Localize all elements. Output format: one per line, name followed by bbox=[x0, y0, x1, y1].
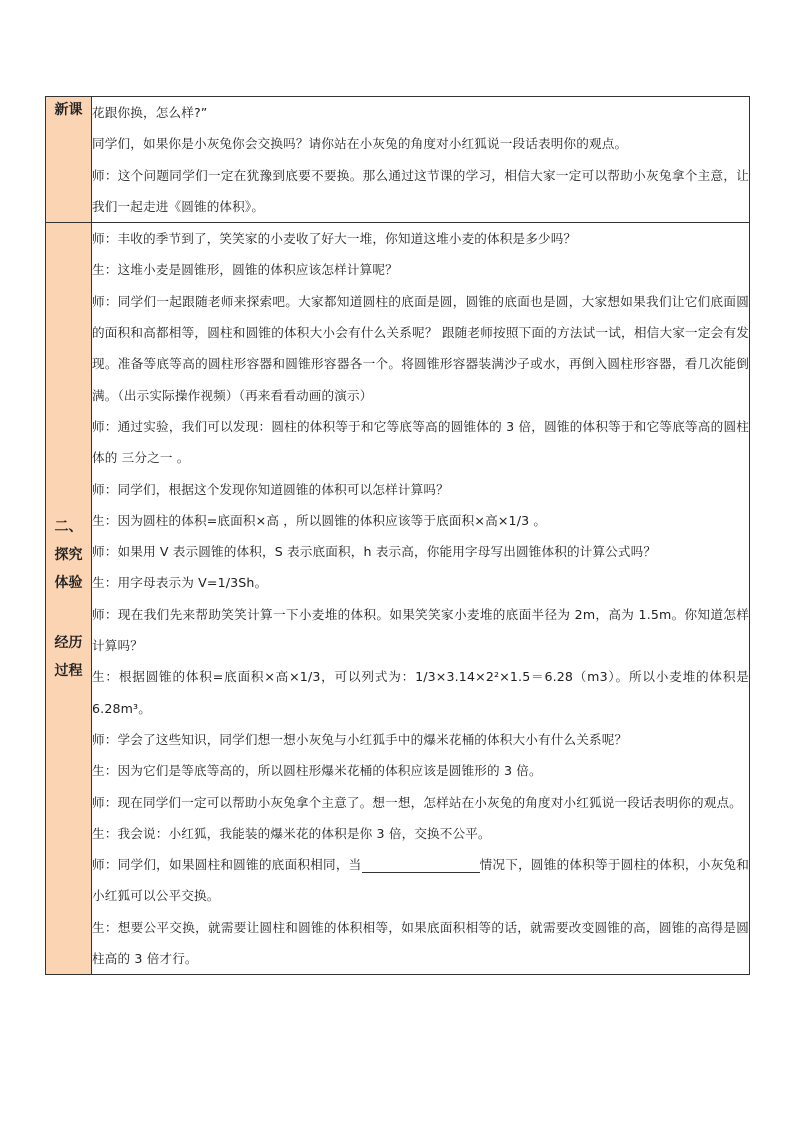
content-line: 同学们，如果你是小灰兔你会交换吗？请你站在小灰兔的角度对小红狐说一段话表明你的观点。 bbox=[92, 136, 628, 152]
content-line: 师：通过实验，我们可以发现：圆柱的体积等于和它等底等高的圆锥体的 3 倍，圆锥的体积等于和它等底等高的圆柱体的 三分之一 。 bbox=[92, 418, 749, 466]
content-line: 生：根据圆锥的体积=底面积×高×1/3，可以列式为：1/3×3.14×2²×1.5＝6.28（m3）。所以小麦堆的体积是 6.28m³。 bbox=[92, 669, 749, 716]
section-label-part: 体验 bbox=[54, 574, 83, 591]
section-label-part: 过程 bbox=[54, 662, 83, 679]
section-label-explore bbox=[46, 513, 91, 685]
section-label-part: 二、 bbox=[54, 518, 83, 535]
lesson-plan-table bbox=[45, 96, 750, 975]
content-line-with-blank bbox=[92, 849, 749, 912]
content-line: 师：同学们一起跟随老师来探索吧。大家都知道圆柱的底面是圆，圆锥的底面也是圆，大家想如果我们让它们底面圆的面积和高都相等，圆柱和圆锥的体积大小会有什么关系呢？ 跟随老师按照下面的方法试一试，相信大家一定会有发现。准备等底等高的圆柱形容器和圆锥形容器各一个。将圆锥形容器装满沙子或水，再倒入圆柱形容器，看几次能倒满。（出示实际操作视频）（再来看看动画的演示） bbox=[92, 293, 749, 403]
content-line: 师：丰收的季节到了，笑笑家的小麦收了好大一堆，你知道这堆小麦的体积是多少吗？ bbox=[92, 231, 577, 247]
section-content-cell bbox=[92, 97, 750, 223]
section-label-new-lesson: 新课 bbox=[54, 102, 83, 118]
content-line: 师：现在我们先来帮助笑笑计算一下小麦堆的体积。如果笑笑家小麦堆的底面半径为 2m，高为 1.5m。你知道怎样计算吗？ bbox=[92, 606, 749, 654]
content-line: 生：我会说：小红狐，我能装的爆米花的体积是你 3 倍，交换不公平。 bbox=[92, 825, 491, 841]
content-line: 师：这个问题同学们一定在犹豫到底要不要换。那么通过这节课的学习，相信大家一定可以帮助小灰兔拿个主意，让我们一起走进《圆锥的体积》。 bbox=[92, 167, 749, 214]
content-line: 师：学会了这些知识，同学们想一想小灰兔与小红狐手中的爆米花桶的体积大小有什么关系呢？ bbox=[92, 731, 628, 747]
content-line: 师：如果用 V 表示圆锥的体积，S 表示底面积，h 表示高，你能用字母写出圆锥体积的计算公式吗？ bbox=[92, 544, 657, 560]
section-content-cell bbox=[92, 223, 750, 975]
content-line: 生：这堆小麦是圆锥形，圆锥的体积应该怎样计算呢？ bbox=[92, 262, 398, 278]
content-line: 师：现在同学们一定可以帮助小灰兔拿个主意了。想一想，怎样站在小灰兔的角度对小红狐说一段话表明你的观点。 bbox=[92, 794, 742, 810]
sentence-before-blank: 师：同学们，如果圆柱和圆锥的底面积相同，当 bbox=[92, 857, 362, 873]
section-label-part: 经历 bbox=[54, 634, 83, 651]
fill-in-blank bbox=[362, 858, 480, 873]
section-label-cell bbox=[46, 223, 92, 975]
label-spacer bbox=[46, 597, 91, 629]
content-line: 师：同学们，根据这个发现你知道圆锥的体积可以怎样计算吗？ bbox=[92, 481, 449, 497]
content-line: 生：用字母表示为 V=1/3Sh。 bbox=[92, 575, 268, 591]
table-row-explore bbox=[46, 223, 750, 975]
section-label-part: 探究 bbox=[54, 546, 83, 563]
section-label-cell bbox=[46, 97, 92, 223]
content-line: 花跟你换，怎么样?” bbox=[92, 105, 208, 120]
content-line: 生：因为圆柱的体积=底面积×高 ，所以圆锥的体积应该等于底面积×高×1/3 。 bbox=[92, 512, 547, 528]
sentence-after-blank: 情况下，圆锥的体积等于圆柱的体积，小灰兔和小红狐可以公平交换。 bbox=[92, 857, 749, 904]
content-line: 生：因为它们是等底等高的，所以圆柱形爆米花桶的体积应该是圆锥形的 3 倍。 bbox=[92, 763, 542, 779]
table-row-new-lesson bbox=[46, 97, 750, 223]
content-line: 生：想要公平交换，就需要让圆柱和圆锥的体积相等，如果底面积相等的话，就需要改变圆锥的高，圆锥的高得是圆柱高的 3 倍才行。 bbox=[92, 919, 749, 967]
